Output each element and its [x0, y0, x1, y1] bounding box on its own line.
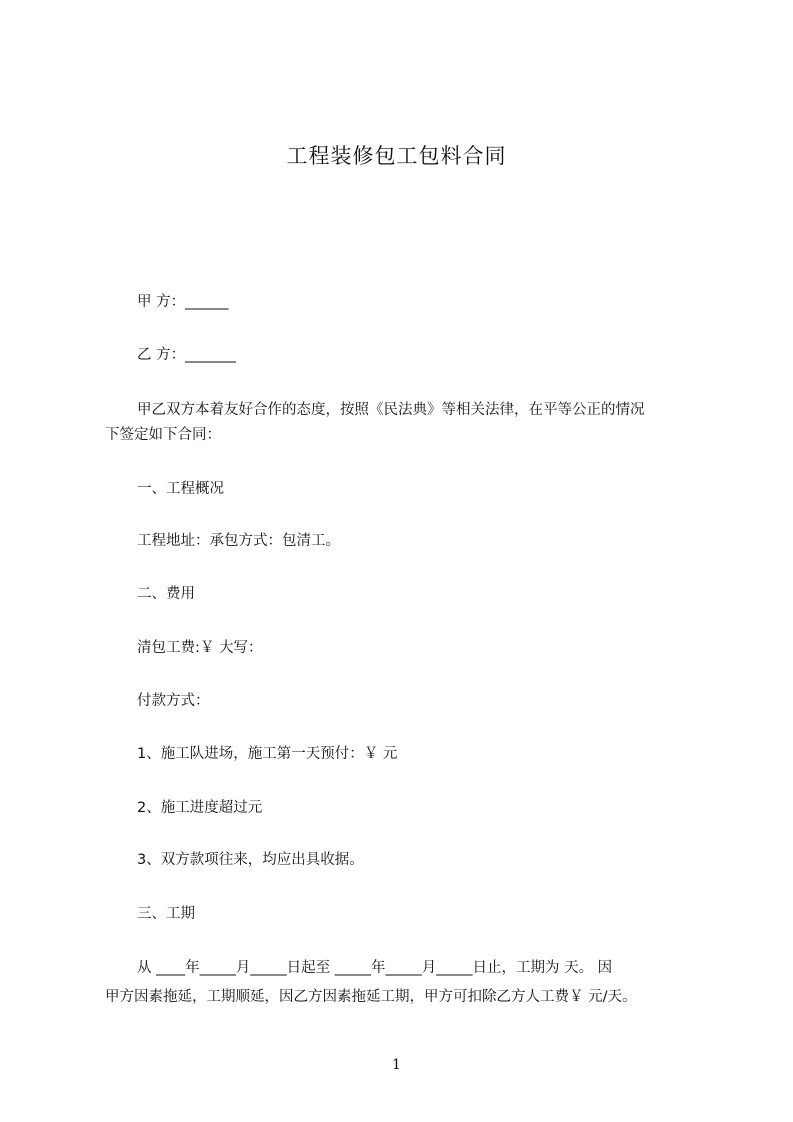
duration-line-2: 甲方因素拖延，工期顺延，因乙方因素拖延工期，甲方可扣除乙方人工费￥ 元/天。 [105, 989, 637, 1005]
page-number: 1 [392, 1057, 401, 1073]
section-2-heading: 二、费用 [137, 586, 195, 602]
project-address-line: 工程地址：承包方式：包清工。 [137, 533, 340, 549]
party-a-line: 甲 方：______ [137, 294, 229, 310]
payment-item-1: 1、施工队进场，施工第一天预付：￥ 元 [137, 746, 398, 762]
section-1-heading: 一、工程概况 [137, 481, 224, 497]
payment-method-line: 付款方式： [137, 693, 210, 709]
payment-item-3: 3、双方款项往来，均应出具收据。 [137, 852, 364, 868]
intro-line-1: 甲乙双方本着友好合作的态度，按照《民法典》等相关法律，在平等公正的情况 [137, 402, 645, 418]
section-3-heading: 三、工期 [137, 906, 195, 922]
payment-item-2: 2、施工进度超过元 [137, 800, 263, 816]
page-title: 工程装修包工包料合同 [286, 144, 507, 168]
party-b-line: 乙 方：_______ [137, 347, 236, 363]
duration-line-1: 从 ____年_____月_____日起至 _____年_____月_____日止，工期为 天。 因 [137, 960, 613, 976]
intro-line-2: 下签定如下合同： [105, 427, 221, 443]
labor-fee-line: 清包工费:￥ 大写： [137, 640, 263, 656]
